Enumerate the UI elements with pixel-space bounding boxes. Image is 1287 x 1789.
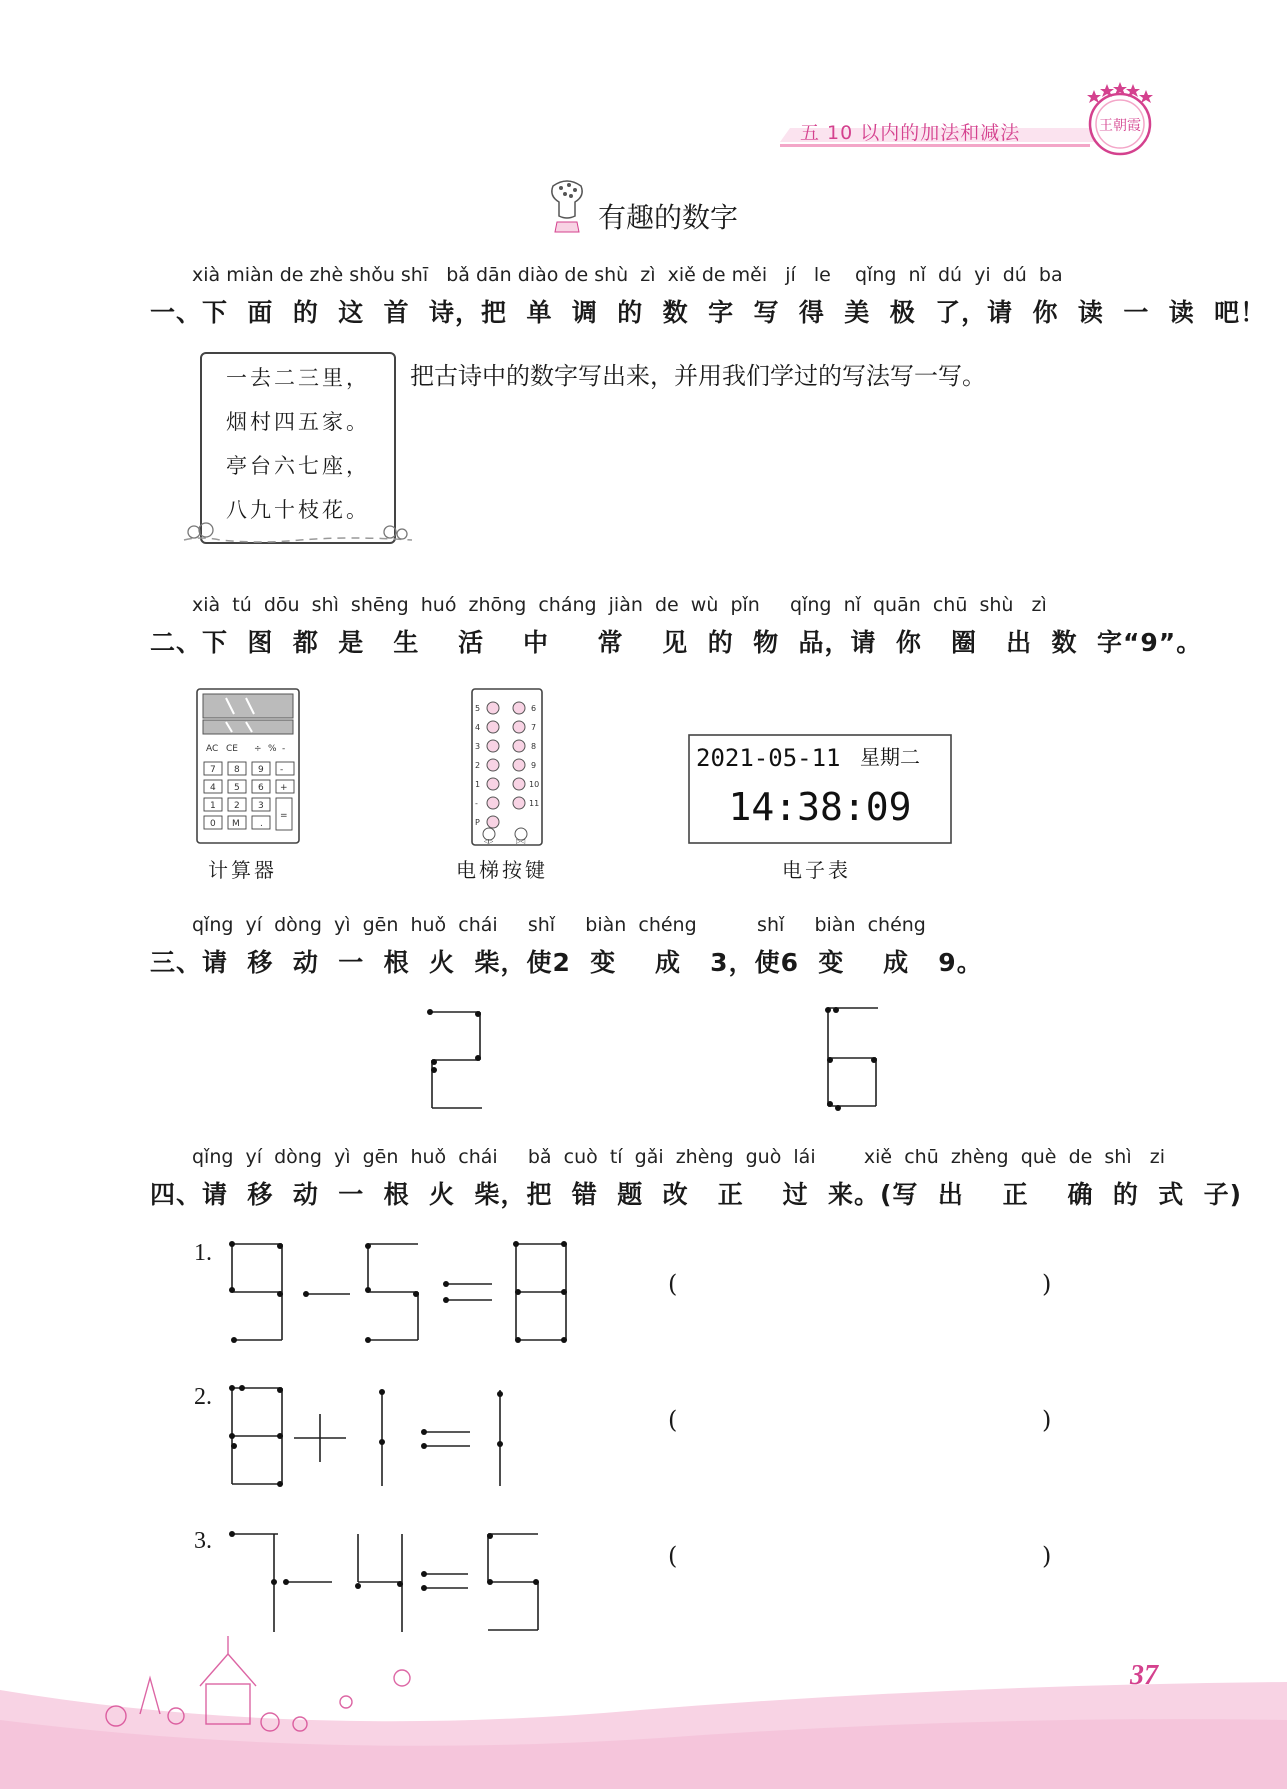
calc-key: -: [280, 765, 284, 775]
elevator-label: 7: [531, 723, 537, 732]
elevator-label: P: [475, 818, 480, 827]
elevator-label: -: [475, 799, 478, 808]
clock-time: 14:38:09: [728, 785, 912, 829]
calc-key: 6: [258, 783, 264, 793]
matchstick-equation-2: [222, 1380, 522, 1500]
poem-line: 八九十枝花。: [226, 498, 370, 522]
section-two-pinyin: xià tú dōu shì shēng huó zhōng cháng jiàn de wù pǐn qǐng nǐ quān chū shù zì: [192, 594, 1047, 616]
grass-decoration-icon: [180, 510, 415, 546]
calc-key: 3: [258, 801, 264, 811]
elevator-label: 6: [531, 704, 537, 713]
section-two-question: 二、下 图 都 是 生 活 中 常 见 的 物 品，请 你 圈 出 数 字“9”。: [150, 628, 1203, 657]
calc-key: CE: [226, 744, 238, 754]
calc-key: AC: [206, 744, 219, 754]
calculator-image: [196, 688, 300, 844]
clock-date: 2021-05-11: [696, 744, 841, 772]
page-number: 37: [1130, 1660, 1158, 1691]
elevator-label: 10: [529, 780, 540, 789]
calc-key: M: [232, 819, 240, 829]
elevator-button: [513, 721, 525, 733]
elevator-button: [487, 797, 499, 809]
elevator-label: 3: [475, 742, 481, 751]
matchstick-digit-2: [420, 1000, 490, 1120]
calc-key: 9: [258, 765, 264, 775]
elevator-button: [513, 759, 525, 771]
elevator-button: [513, 702, 525, 714]
calculator-caption: 计算器: [208, 858, 277, 882]
elevator-label: ▷◁: [516, 838, 526, 845]
answer-paren-open: (: [668, 1542, 678, 1570]
elevator-label: 5: [475, 704, 481, 713]
elevator-label: 4: [475, 723, 481, 732]
chapter-heading: 五 10 以内的加法和减法: [800, 122, 1021, 144]
section-three-question: 三、请 移 动 一 根 火 柴，使2 变 成 3，使6 变 成 9。: [150, 948, 983, 977]
poem-line: 亭台六七座，: [226, 454, 370, 478]
elevator-label: 9: [531, 761, 537, 770]
clock-weekday: 星期二: [860, 745, 920, 769]
badge-text: 王朝霞: [1099, 118, 1141, 134]
calc-key: =: [280, 811, 288, 821]
calc-key: .: [260, 819, 263, 829]
elevator-button: [513, 740, 525, 752]
section-one-question: 一、下 面 的 这 首 诗，把 单 调 的 数 字 写 得 美 极 了，请 你 读 一 读 吧！: [150, 298, 1267, 327]
problem-number: 2.: [194, 1384, 212, 1410]
calc-key: ÷: [254, 744, 262, 754]
elevator-button: [487, 721, 499, 733]
elevator-button: [513, 797, 525, 809]
section-one-instruction: 把古诗中的数字写出来，并用我们学过的写法写一写。: [410, 362, 986, 390]
answer-paren-close: ): [1042, 1542, 1052, 1570]
matchstick-digit-6: [816, 1000, 886, 1120]
answer-paren-close: ): [1042, 1406, 1052, 1434]
calc-key: +: [280, 783, 288, 793]
elevator-button: [487, 816, 499, 828]
calc-key: 7: [210, 765, 216, 775]
elevator-label: 2: [475, 761, 481, 770]
elevator-button: [487, 778, 499, 790]
calc-key: %: [268, 744, 277, 754]
elevator-label: 8: [531, 742, 537, 751]
calc-key: 4: [210, 783, 216, 793]
answer-paren-open: (: [668, 1406, 678, 1434]
brand-badge-icon: [1080, 78, 1160, 158]
section-four-pinyin: qǐng yí dòng yì gēn huǒ chái bǎ cuò tí gǎi zhèng guò lái xiě chū zhèng què de shì zi: [192, 1146, 1165, 1168]
problem-number: 3.: [194, 1528, 212, 1554]
calc-key: 1: [210, 801, 216, 811]
page-title: 有趣的数字: [598, 201, 739, 234]
section-three-pinyin: qǐng yí dòng yì gēn huǒ chái shǐ biàn chéng shǐ biàn chéng: [192, 914, 926, 936]
section-four-question: 四、请 移 动 一 根 火 柴，把 错 题 改 正 过 来。(写 出 正 确 的 式 子): [150, 1180, 1243, 1209]
calc-key: 8: [234, 765, 240, 775]
clock-caption: 电子表: [782, 858, 851, 882]
poem-line: 烟村四五家。: [226, 410, 370, 434]
footer-decoration: [0, 1630, 1287, 1789]
answer-paren-close: ): [1042, 1270, 1052, 1298]
calc-key-cap: [276, 762, 294, 775]
elevator-label: 11: [529, 799, 540, 808]
calc-key: 0: [210, 819, 216, 829]
elevator-button: [487, 740, 499, 752]
vase-icon: [545, 176, 589, 240]
elevator-button: [487, 759, 499, 771]
elevator-label: 1: [475, 780, 481, 789]
elevator-panel-image: [471, 688, 543, 846]
poem-line: 一去二三里，: [226, 366, 370, 390]
matchstick-equation-3: [222, 1522, 562, 1642]
calc-key: -: [282, 744, 286, 754]
matchstick-equation-1: [222, 1236, 582, 1356]
section-one-pinyin: xià miàn de zhè shǒu shī bǎ dān diào de shù zì xiě de měi jí le qǐng nǐ dú yi dú ba: [192, 264, 1063, 286]
digital-clock-image: [688, 734, 952, 844]
problem-number: 1.: [194, 1240, 212, 1266]
elevator-caption: 电梯按键: [456, 858, 548, 882]
elevator-button: [513, 778, 525, 790]
calc-key: 2: [234, 801, 240, 811]
elevator-button: [487, 702, 499, 714]
calc-key: 5: [234, 783, 240, 793]
answer-paren-open: (: [668, 1270, 678, 1298]
elevator-label: ◁▷: [484, 838, 494, 845]
